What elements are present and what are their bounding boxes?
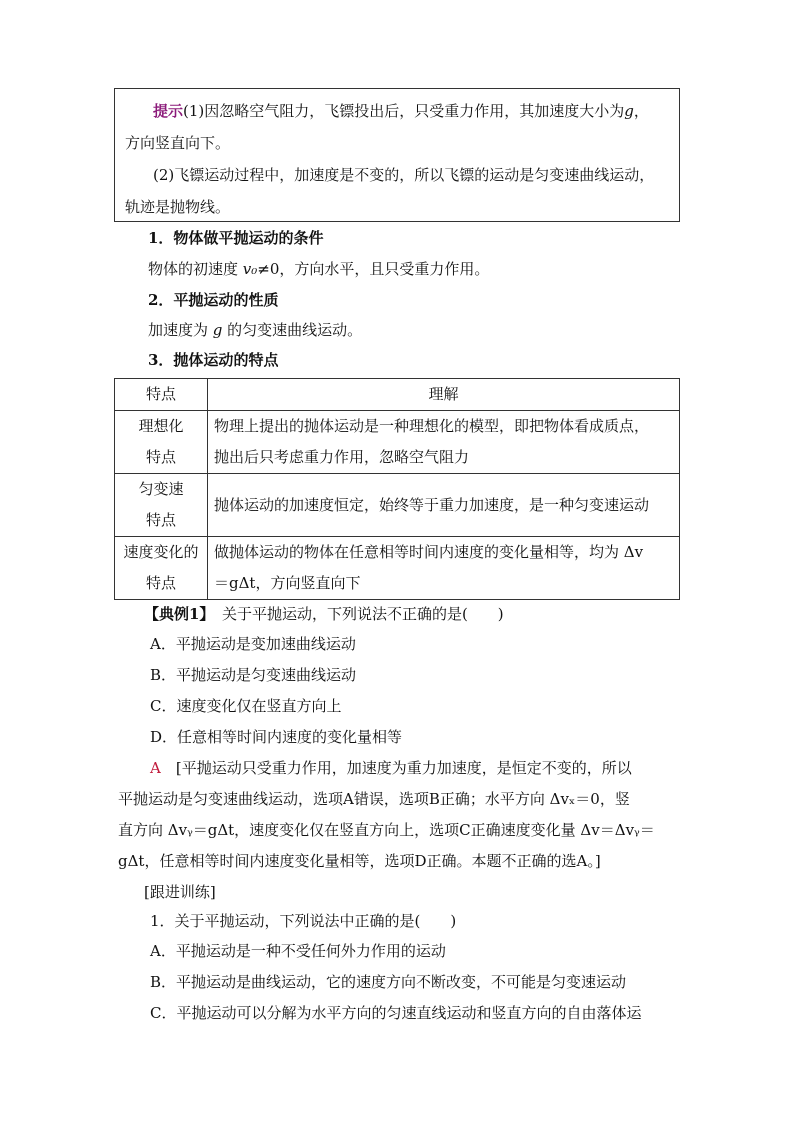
section-2-heading: 2．平抛运动的性质 [148, 291, 279, 309]
hint-paragraph-1-cont: 方向竖直向下。 [125, 134, 231, 152]
table-header-understanding: 理解 [208, 379, 680, 411]
example-explanation-line-2: 平抛运动是匀变速曲线运动，选项A错误，选项B正确；水平方向 Δvₓ＝0，竖 [118, 790, 630, 808]
example-option-c: C．速度变化仅在竖直方向上 [150, 697, 342, 715]
example-option-d: D．任意相等时间内速度的变化量相等 [150, 728, 403, 746]
hint-label: 提示 [153, 102, 184, 120]
example-answer: A [150, 759, 161, 777]
row-label-line: 速度变化的 [123, 543, 199, 561]
hint-p1-text: (1)因忽略空气阻力，飞镖投出后，只受重力作用，其加速度大小为 [183, 102, 625, 120]
example-option-b: B．平抛运动是匀变速曲线运动 [150, 666, 357, 684]
table-row-label [115, 474, 208, 537]
row-label-line: 特点 [145, 574, 176, 592]
practice-label: [跟进训练] [144, 883, 216, 901]
row-desc-line: ＝gΔt，方向竖直向下 [214, 574, 361, 592]
section-1-body-text: 物体的初速度 [148, 260, 243, 278]
practice-question: 1．关于平抛运动，下列说法中正确的是( ) [150, 912, 457, 930]
table-row [115, 537, 680, 600]
practice-option-c: C．平抛运动可以分解为水平方向的匀速直线运动和竖直方向的自由落体运 [150, 1004, 642, 1022]
example-explanation-line-4: gΔt，任意相等时间内速度变化量相等，选项D正确。本题不正确的选A。] [118, 852, 601, 870]
table-row-label [115, 537, 208, 600]
example-explanation-line-3: 直方向 Δvᵧ＝gΔt，速度变化仅在竖直方向上，选项C正确速度变化量 Δv＝Δvᵧ＝ [118, 821, 655, 839]
table-row-desc [208, 474, 680, 537]
section-2-body [148, 320, 362, 340]
row-desc-line: 做抛体运动的物体在任意相等时间内速度的变化量相等，均为 Δv [214, 543, 644, 561]
table-row-desc [208, 411, 680, 474]
row-desc-line: 抛出后只考虑重力作用，忽略空气阻力 [214, 448, 470, 466]
example-option-a: A．平抛运动是变加速曲线运动 [150, 635, 356, 653]
explanation-text: [平抛运动只受重力作用，加速度为重力加速度，是恒定不变的，所以 [175, 759, 632, 777]
section-1-heading: 1．物体做平抛运动的条件 [148, 229, 324, 247]
table-header-trait: 特点 [115, 379, 208, 411]
table-row [115, 411, 680, 474]
row-label-line: 匀变速 [138, 480, 184, 498]
section-2-body-text: 加速度为 [148, 321, 213, 339]
example-question [144, 604, 504, 624]
v0-symbol: v₀ [242, 260, 258, 278]
row-label-line: 特点 [145, 511, 176, 529]
table-row-desc [208, 537, 680, 600]
example-explanation-line-1 [150, 758, 632, 778]
row-desc-line: 物理上提出的抛体运动是一种理想化的模型，即把物体看成质点， [214, 417, 650, 435]
hint-paragraph-2: (2)飞镖运动过程中，加速度是不变的，所以飞镖的运动是匀变速曲线运动， [153, 166, 655, 184]
row-label-line: 特点 [145, 448, 176, 466]
table-row-label [115, 411, 208, 474]
row-desc-line: 抛体运动的加速度恒定，始终等于重力加速度，是一种匀变速运动 [214, 495, 650, 514]
section-3-heading: 3．抛体运动的特点 [148, 351, 279, 369]
hint-p1-comma: ， [633, 102, 649, 120]
table-row [115, 474, 680, 537]
hint-box [114, 88, 680, 222]
hint-g-symbol: g [624, 102, 634, 120]
section-2-body-rest: 的匀变速曲线运动。 [222, 321, 363, 339]
g-symbol: g [212, 321, 223, 339]
traits-table [114, 378, 680, 600]
hint-paragraph-2-cont: 轨迹是抛物线。 [125, 198, 231, 216]
example-question-text: 关于平抛运动，下列说法不正确的是( ) [221, 605, 504, 623]
section-1-body-rest: ≠0，方向水平，且只受重力作用。 [257, 260, 490, 278]
practice-option-b: B．平抛运动是曲线运动，它的速度方向不断改变，不可能是匀变速运动 [150, 973, 627, 991]
hint-paragraph-1 [125, 95, 669, 127]
example-label: 【典例1】 [144, 605, 207, 623]
table-header-row [115, 379, 680, 411]
practice-option-a: A．平抛运动是一种不受任何外力作用的运动 [150, 942, 446, 960]
row-label-line: 理想化 [138, 417, 184, 435]
section-1-body [148, 259, 489, 279]
